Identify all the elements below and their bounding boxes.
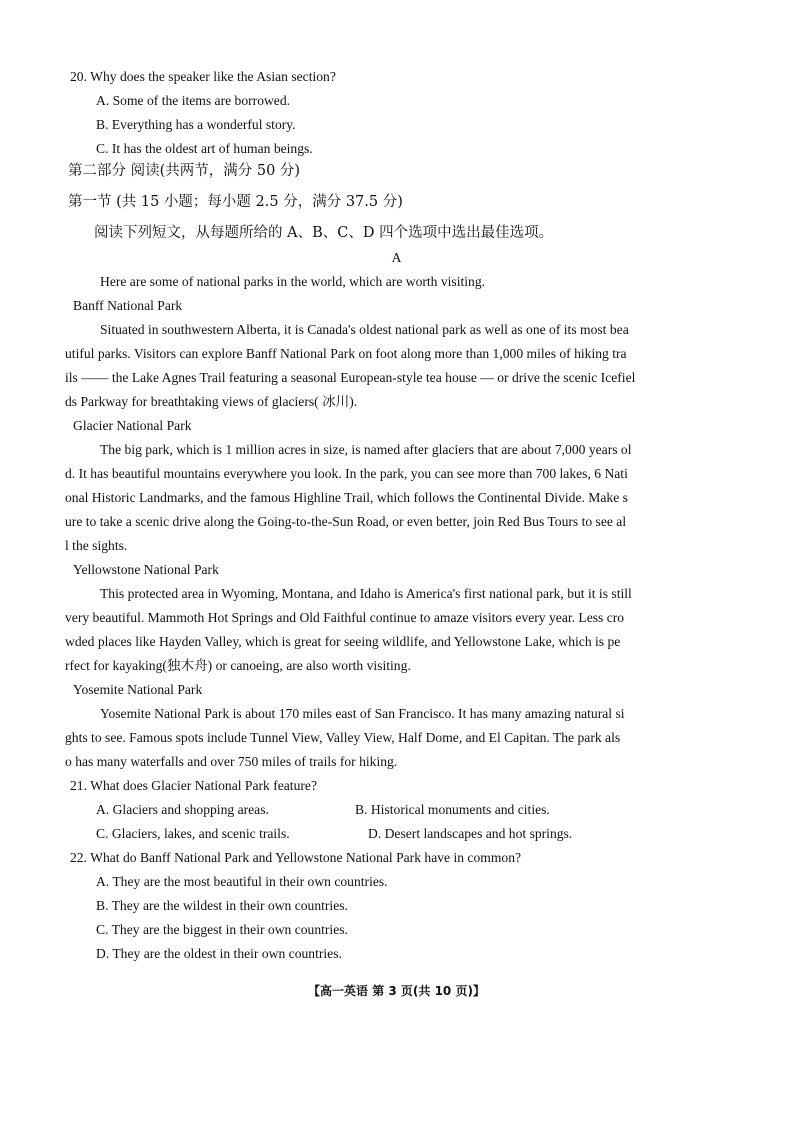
glacier-title: Glacier National Park: [73, 418, 192, 433]
banff-line: utiful parks. Visitors can explore Banff National Park on foot along more than 1,000 miles of hiking tra: [65, 346, 627, 361]
q21-option-a: A. Glaciers and shopping areas.: [96, 802, 269, 817]
glacier-line: onal Historic Landmarks, and the famous Highline Trail, which follows the Continental Divide. Make s: [65, 490, 628, 505]
q22-option-a: A. They are the most beautiful in their own countries.: [96, 874, 388, 889]
q22-option-b: B. They are the wildest in their own countries.: [96, 898, 348, 913]
passage-letter: A: [391, 250, 402, 265]
yosemite-line: ghts to see. Famous spots include Tunnel View, Valley View, Half Dome, and El Capitan. The park als: [65, 730, 621, 745]
glacier-line: d. It has beautiful mountains everywhere you look. In the park, you can see more than 700 lakes, 6 Nati: [65, 466, 628, 481]
yellowstone-line: wded places like Hayden Valley, which is great for seeing wildlife, and Yellowstone Lake, which is pe: [65, 634, 621, 649]
banff-line: ils —— the Lake Agnes Trail featuring a seasonal European-style tea house — or drive the scenic Icefiel: [65, 370, 636, 385]
q21-option-b: B. Historical monuments and cities.: [355, 802, 550, 817]
q20-stem: 20. Why does the speaker like the Asian section?: [70, 69, 336, 84]
q20-option-c: C. It has the oldest art of human beings.: [96, 141, 313, 156]
glacier-line: l the sights.: [65, 538, 128, 553]
reading-instruction: 阅读下列短文，从每题所给的 A、B、C、D 四个选项中选出最佳选项。: [94, 225, 554, 241]
yellowstone-line: This protected area in Wyoming, Montana, and Idaho is America's first national park, but it is still: [100, 586, 632, 601]
yosemite-line: o has many waterfalls and over 750 miles of trails for hiking.: [65, 754, 398, 769]
banff-line: Situated in southwestern Alberta, it is Canada's oldest national park as well as one of its most bea: [100, 322, 629, 337]
q21-option-d: D. Desert landscapes and hot springs.: [368, 826, 573, 841]
page-footer: 【高一英语 第 3 页(共 10 页)】: [308, 984, 485, 998]
section1-heading: 第一节 (共 15 小题；每小题 2.5 分，满分 37.5 分): [68, 194, 403, 210]
banff-line: ds Parkway for breathtaking views of glaciers( 冰川).: [65, 394, 358, 409]
yosemite-line: Yosemite National Park is about 170 miles east of San Francisco. It has many amazing natural si: [100, 706, 625, 721]
q22-option-d: D. They are the oldest in their own countries.: [96, 946, 342, 961]
q20-option-b: B. Everything has a wonderful story.: [96, 117, 296, 132]
q20-option-a: A. Some of the items are borrowed.: [96, 93, 291, 108]
part2-heading: 第二部分 阅读(共两节，满分 50 分): [68, 163, 301, 179]
yosemite-title: Yosemite National Park: [73, 682, 203, 697]
q21-stem: 21. What does Glacier National Park feature?: [70, 778, 317, 793]
banff-title: Banff National Park: [73, 298, 183, 313]
q22-stem: 22. What do Banff National Park and Yellowstone National Park have in common?: [70, 850, 522, 865]
yellowstone-title: Yellowstone National Park: [73, 562, 219, 577]
passage-intro: Here are some of national parks in the world, which are worth visiting.: [100, 274, 486, 289]
yellowstone-line: rfect for kayaking(独木舟) or canoeing, are also worth visiting.: [65, 658, 411, 673]
q22-option-c: C. They are the biggest in their own countries.: [96, 922, 348, 937]
glacier-line: ure to take a scenic drive along the Going-to-the-Sun Road, or even better, join Red Bus Tours to see al: [65, 514, 627, 529]
glacier-line: The big park, which is 1 million acres in size, is named after glaciers that are about 7,000 years ol: [100, 442, 632, 457]
q21-option-c: C. Glaciers, lakes, and scenic trails.: [96, 826, 290, 841]
yellowstone-line: very beautiful. Mammoth Hot Springs and Old Faithful continue to amaze visitors every year. Less cro: [65, 610, 625, 625]
